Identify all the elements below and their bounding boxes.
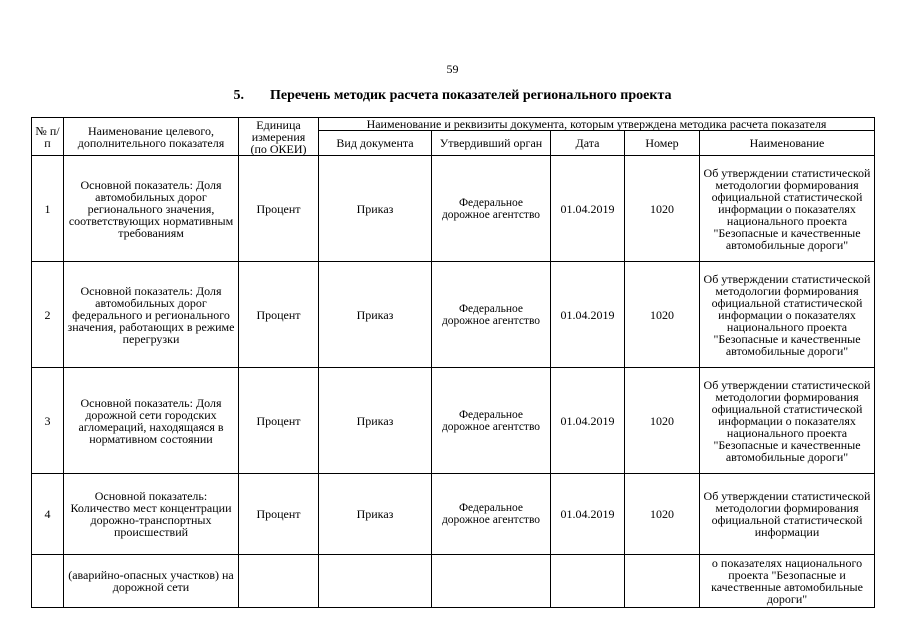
- page-number: 59: [446, 62, 459, 76]
- cont-date: [551, 555, 625, 608]
- row-unit: Процент: [239, 156, 319, 262]
- cont-authority: [432, 555, 551, 608]
- row-num: 3: [32, 368, 64, 474]
- row-date: 01.04.2019: [551, 262, 625, 368]
- row-date: 01.04.2019: [551, 474, 625, 555]
- row-title: Об утверждении статистической методологии формирования официальной статистической информации о показателях национального проекта "Безопасные и качественные автомобильные дороги": [700, 368, 875, 474]
- cont-title: о показателях национального проекта "Безопасные и качественные автомобильные дороги": [700, 555, 875, 608]
- row-doc-type: Приказ: [319, 156, 432, 262]
- row-number: 1020: [625, 474, 700, 555]
- cont-unit: [239, 555, 319, 608]
- cont-indicator-name: (аварийно-опасных участков) на дорожной сети: [64, 555, 239, 608]
- row-num: 4: [32, 474, 64, 555]
- row-authority: Федеральное дорожное агентство: [432, 262, 551, 368]
- row-number: 1020: [625, 156, 700, 262]
- row-number: 1020: [625, 368, 700, 474]
- row-title: Об утверждении статистической методологии формирования официальной статистической информации: [700, 474, 875, 555]
- row-num: 2: [32, 262, 64, 368]
- row-date: 01.04.2019: [551, 156, 625, 262]
- table-row: [32, 156, 875, 262]
- row-authority: Федеральное дорожное агентство: [432, 156, 551, 262]
- section-number: 5.: [233, 88, 244, 103]
- row-unit: Процент: [239, 368, 319, 474]
- row-doc-type: Приказ: [319, 474, 432, 555]
- table-row: [32, 368, 875, 474]
- row-num: 1: [32, 156, 64, 262]
- section-title-text: Перечень методик расчета показателей регионального проекта: [269, 88, 672, 103]
- row-indicator-name: Основной показатель: Доля автомобильных дорог регионального значения, соответствующих нормативным требованиям: [64, 156, 239, 262]
- row-unit: Процент: [239, 474, 319, 555]
- row-doc-type: Приказ: [319, 262, 432, 368]
- table-row: [32, 262, 875, 368]
- header-indicator-name: Наименование целевого, дополнительного показателя: [64, 118, 239, 156]
- row-indicator-name: Основной показатель: Доля дорожной сети городских агломераций, находящаяся в нормативном состоянии: [64, 368, 239, 474]
- header-document-group: Наименование и реквизиты документа, которым утверждена методика расчета показателя: [319, 118, 875, 131]
- row-authority: Федеральное дорожное агентство: [432, 474, 551, 555]
- methods-table: [31, 117, 875, 608]
- header-title: Наименование: [700, 131, 875, 156]
- table-row-continuation: [32, 555, 875, 608]
- row-unit: Процент: [239, 262, 319, 368]
- cont-doc-type: [319, 555, 432, 608]
- header-num: № п/п: [32, 118, 64, 156]
- header-number: Номер: [625, 131, 700, 156]
- header-date: Дата: [551, 131, 625, 156]
- row-title: Об утверждении статистической методологии формирования официальной статистической информации о показателях национального проекта "Безопасные и качественные автомобильные дороги": [700, 262, 875, 368]
- row-number: 1020: [625, 262, 700, 368]
- row-authority: Федеральное дорожное агентство: [432, 368, 551, 474]
- section-title: [0, 88, 905, 104]
- header-authority: Утвердивший орган: [432, 131, 551, 156]
- row-doc-type: Приказ: [319, 368, 432, 474]
- table-row: [32, 474, 875, 555]
- row-title: Об утверждении статистической методологии формирования официальной статистической информации о показателях национального проекта "Безопасные и качественные автомобильные дороги": [700, 156, 875, 262]
- cont-num: [32, 555, 64, 608]
- row-date: 01.04.2019: [551, 368, 625, 474]
- cont-number: [625, 555, 700, 608]
- row-indicator-name: Основной показатель: Доля автомобильных дорог федерального и регионального значения, работающих в режиме перегрузки: [64, 262, 239, 368]
- row-indicator-name: Основной показатель: Количество мест концентрации дорожно-транспортных происшествий: [64, 474, 239, 555]
- header-unit: Единица измерения (по ОКЕИ): [239, 118, 319, 156]
- header-doc-type: Вид документа: [319, 131, 432, 156]
